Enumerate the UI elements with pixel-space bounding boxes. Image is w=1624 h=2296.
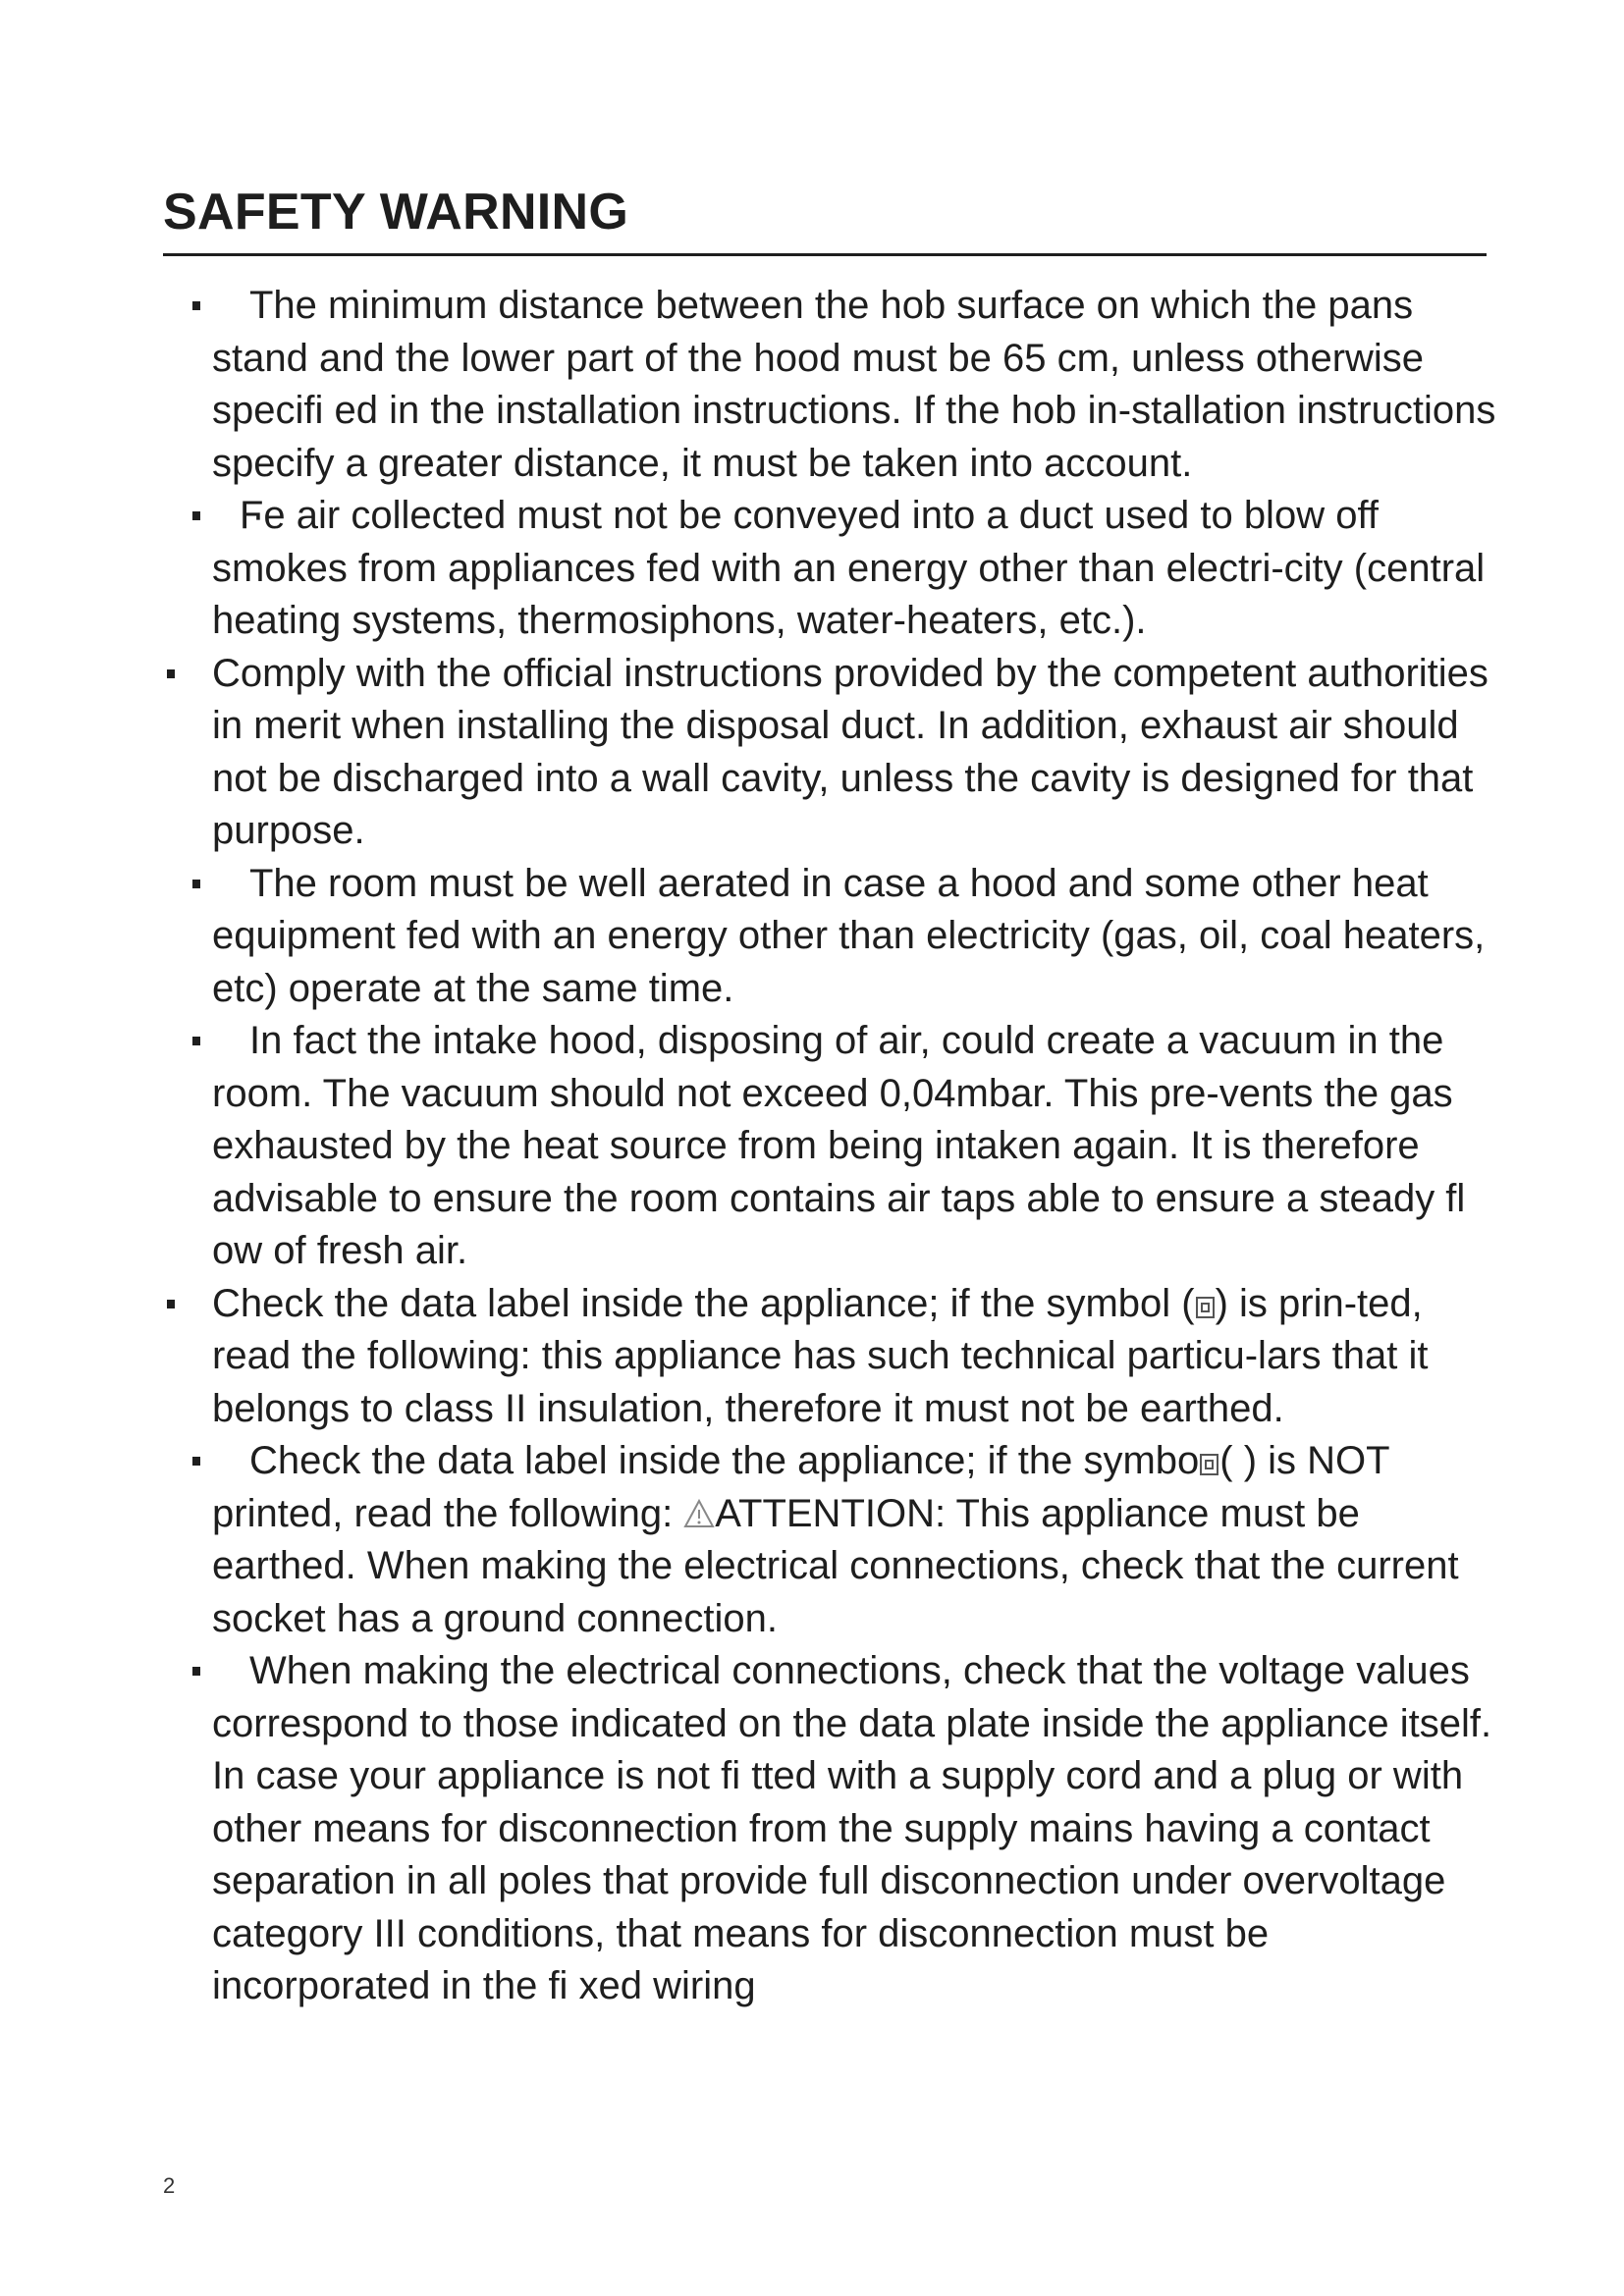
list-item xyxy=(0,280,1624,490)
list-item xyxy=(0,490,1624,648)
class-ii-insulation-icon xyxy=(1196,1297,1215,1318)
list-item xyxy=(0,1645,1624,2013)
safety-warning-list xyxy=(0,280,1624,2013)
list-item xyxy=(0,1435,1624,1645)
warning-text: The room must be well aerated in case a hood and some other heat equipment fed with an energy other than electricity (gas, oil, coal heaters, etc) operate at the same time. xyxy=(212,861,1486,1010)
bullet-icon xyxy=(192,1667,200,1676)
warning-text: Check the data label inside the appliance; if the symbo xyxy=(249,1439,1200,1482)
page-title: SAFETY WARNING xyxy=(163,184,629,240)
list-item xyxy=(0,648,1624,858)
warning-text: ( ) is NOT printed, read the following: xyxy=(212,1439,1389,1535)
list-item xyxy=(0,858,1624,1016)
warning-text: Comply with the official instructions provided by the competent authorities in merit when installing the disposal duct. In addition, exhaust air should not be discharged into a wall cavity, unless the cavity is designed for that purpose. xyxy=(212,651,1489,852)
warning-text: When making the electrical connections, check that the voltage values correspond to those indicated on the data plate inside the appliance itself. In case your appliance is not fi tted with a supply cord and a plug or with other means for disconnection from the supply mains having a contact separation in all poles that provide full disconnection under overvoltage category III conditions, that means for disconnection must be incorporated in the fi xed wiring xyxy=(212,1649,1492,2007)
list-item xyxy=(0,1278,1624,1436)
warning-text: ATTENTION: This appliance must be earthed. When making the electrical connections, check that the current socket has a ground connection. xyxy=(212,1491,1459,1640)
warning-text: The minimum distance between the hob surface on which the pans stand and the lower part of the hood must be 65 cm, unless otherwise specifi ed in the installation instructions. If the hob in-stallation instructions specify a greater distance, it must be taken into account. xyxy=(212,284,1496,485)
warning-text: Check the data label inside the appliance; if the symbol ( xyxy=(212,1281,1195,1325)
bullet-icon xyxy=(192,1457,200,1466)
class-ii-insulation-icon xyxy=(1200,1454,1218,1475)
bullet-icon xyxy=(167,669,175,678)
bullet-icon xyxy=(192,511,200,520)
warning-text: Ϝe air collected must not be conveyed into a duct used to blow off smokes from appliances fed with an energy other than electri-city (central heating systems, thermosiphons, water-heaters, etc.). xyxy=(212,494,1486,642)
page-number: 2 xyxy=(163,2173,176,2198)
bullet-icon xyxy=(167,1300,175,1308)
warning-triangle-icon xyxy=(683,1499,715,1528)
bullet-icon xyxy=(192,1037,200,1045)
bullet-icon xyxy=(192,301,200,310)
warning-text: ) is prin-ted, read the following: this appliance has such technical particu-lars that it belongs to class II insulation, therefore it must not be earthed. xyxy=(212,1281,1429,1430)
title-rule xyxy=(163,253,1487,256)
warning-text: In fact the intake hood, disposing of air, could create a vacuum in the room. The vacuum should not exceed 0,04mbar. This pre-vents the gas exhausted by the heat source from being intaken again. It is therefore advisable to ensure the room contains air taps able to ensure a steady fl ow of fresh air. xyxy=(212,1019,1466,1272)
bullet-icon xyxy=(192,880,200,888)
list-item xyxy=(0,1015,1624,1278)
